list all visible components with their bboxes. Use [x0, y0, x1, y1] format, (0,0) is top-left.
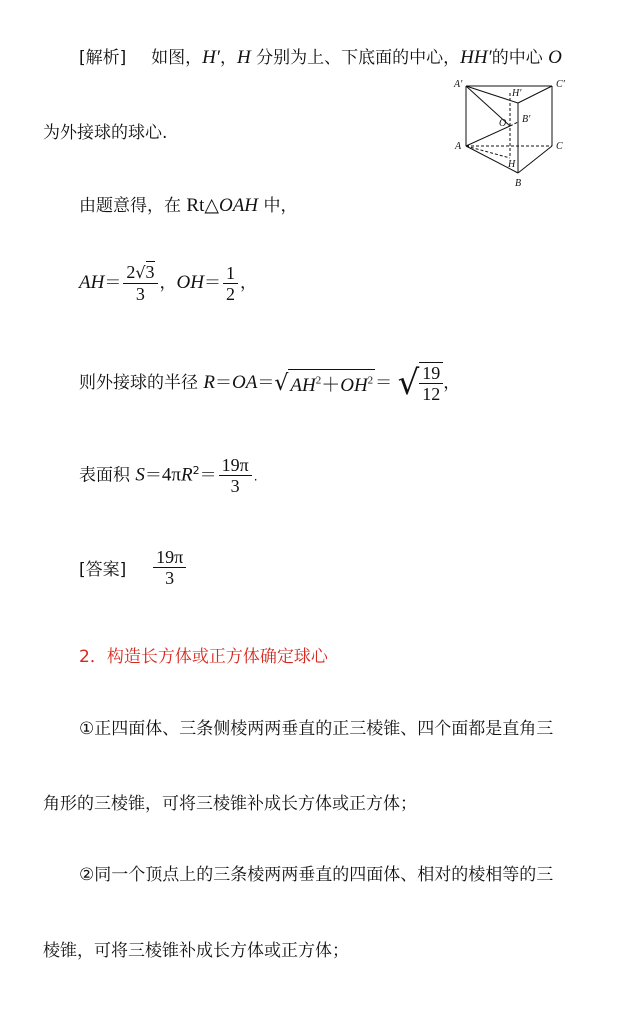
- answer-line: [79, 547, 188, 588]
- var-s: S: [135, 464, 145, 486]
- frac-den: 3: [165, 568, 175, 588]
- label-b-prime: B′: [522, 114, 531, 125]
- var-hh-prime: HH′: [460, 47, 492, 68]
- comma: ，: [443, 373, 461, 393]
- equals: ＝: [257, 373, 275, 393]
- step3-text: 则外接球的半径: [79, 373, 204, 393]
- label-b: B: [515, 178, 522, 189]
- step1-text: 中，: [258, 196, 298, 216]
- frac-den: 3: [135, 284, 145, 304]
- label-h-prime: H′: [512, 88, 522, 99]
- label-o: O: [499, 118, 507, 129]
- paragraph-2-line-1: ②同一个顶点上的三条棱两两垂直的四面体、相对的棱相等的三: [79, 865, 554, 885]
- var-oh: OH: [340, 375, 368, 396]
- sqrt-ah2-oh2: √ $AH^2+OH^2$: [274, 370, 374, 396]
- frac-den: 3: [230, 476, 240, 496]
- frac-den: 12: [422, 384, 441, 404]
- label-a: A: [455, 141, 462, 152]
- step1-text: 由题意得，在: [79, 196, 187, 216]
- label-h: H: [508, 159, 516, 170]
- step4-text: 表面积: [79, 465, 136, 486]
- section-2-heading: 2．构造长方体或正方体确定球心: [79, 647, 328, 667]
- analysis-tag: [解析]: [79, 48, 127, 68]
- label-c: C: [556, 141, 563, 152]
- equals: ＝: [144, 465, 162, 486]
- var-r: R: [181, 464, 193, 486]
- period: .: [253, 469, 258, 484]
- prism-diagram: [452, 74, 582, 192]
- step-3: [79, 362, 460, 404]
- equals: ＝: [199, 465, 217, 486]
- var-h: H: [236, 47, 251, 68]
- exponent: 2: [367, 374, 374, 387]
- equals: ＝: [104, 273, 122, 293]
- step-2: [79, 262, 257, 304]
- var-o: O: [548, 47, 562, 68]
- var-oa: OA: [232, 372, 258, 393]
- analysis-line-1: [79, 43, 562, 69]
- var-ah: AH: [290, 375, 316, 396]
- frac-num-coef: 2: [126, 262, 136, 282]
- var-r: R: [203, 372, 216, 393]
- paragraph-2-line-2: 棱锥，可将三棱锥补成长方体或正方体；: [43, 941, 349, 961]
- fraction-19pi-over-3: [219, 455, 252, 496]
- equals: ＝: [375, 373, 393, 393]
- equals: ＝: [215, 373, 233, 393]
- paragraph-1-line-2: 角形的三棱锥，可将三棱锥补成长方体或正方体；: [43, 794, 417, 814]
- frac-num: 19π: [153, 547, 186, 568]
- four-pi: 4π: [161, 464, 181, 486]
- step-4: [79, 455, 258, 496]
- answer-tag: [答案]: [79, 560, 127, 580]
- exponent: 2: [192, 463, 200, 477]
- frac-num: 19π: [219, 455, 252, 476]
- label-c-prime: C′: [556, 79, 565, 90]
- var-oh: OH: [176, 272, 204, 293]
- analysis-text: 分别为上、下底面的中心，: [250, 48, 461, 68]
- frac-num-radicand: 3: [145, 262, 155, 282]
- analysis-text: 的中心: [491, 48, 543, 68]
- plus: ＋: [321, 375, 341, 396]
- equals: ＝: [203, 273, 221, 293]
- comma: ，: [239, 273, 257, 293]
- fraction-2-sqrt3-over-3: $\frac{2√3}{3}$: [123, 262, 157, 304]
- var-ah: AH: [79, 272, 105, 293]
- exponent: 2: [315, 374, 322, 387]
- step-1: [79, 191, 297, 217]
- frac-num: 19: [419, 363, 443, 384]
- var-h-prime: H′: [202, 47, 220, 68]
- var-oah: OAH: [218, 195, 259, 216]
- label-a-prime: A′: [454, 79, 463, 90]
- answer-fraction: [153, 547, 186, 588]
- frac-den: 2: [225, 283, 235, 304]
- paragraph-1-line-1: ①正四面体、三条侧棱两两垂直的正三棱锥、四个面都是直角三: [79, 719, 554, 739]
- analysis-line-2: 为外接球的球心.: [43, 123, 168, 143]
- analysis-text: 如图，: [151, 48, 203, 68]
- rt-triangle: Rt△: [186, 195, 219, 216]
- fraction-1-over-2: [223, 263, 238, 304]
- frac-num: 1: [223, 263, 238, 284]
- comma: ，: [219, 48, 237, 68]
- sqrt-19-over-12: √ $\frac{19}{12}$: [398, 362, 444, 404]
- comma: ，: [159, 273, 177, 293]
